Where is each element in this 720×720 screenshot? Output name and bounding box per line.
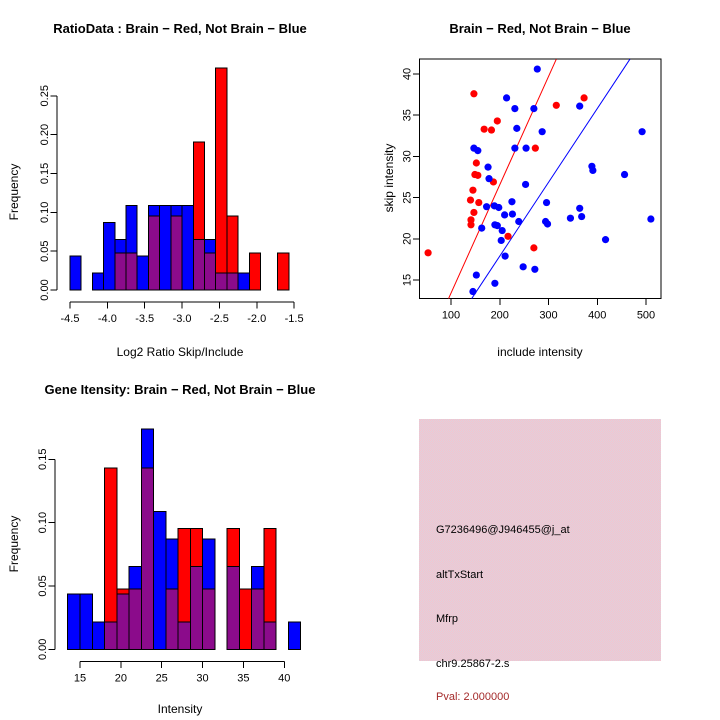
svg-text:-2.0: -2.0	[247, 313, 267, 325]
svg-text:30: 30	[401, 150, 414, 163]
gene-info-box	[419, 419, 661, 703]
svg-text:0.05: 0.05	[37, 575, 49, 597]
svg-text:15: 15	[401, 273, 414, 287]
chromosome-text: chr9.25867-2.s	[436, 658, 510, 670]
gene-histogram-ylabel: Frequency	[7, 515, 21, 573]
svg-text:35: 35	[237, 672, 250, 685]
scatter-points	[424, 65, 654, 295]
svg-text:0.15: 0.15	[39, 162, 51, 185]
svg-text:25: 25	[155, 672, 168, 685]
svg-text:-3.0: -3.0	[172, 313, 192, 325]
scatter-title: Brain − Red, Not Brain − Blue	[449, 21, 631, 36]
svg-text:-4.0: -4.0	[97, 313, 117, 325]
gene-histogram-xlabel: Intensity	[157, 702, 203, 716]
svg-text:0.00: 0.00	[39, 279, 51, 301]
panel-ratio-histogram	[0, 0, 360, 360]
gene-name-text: Mfrp	[436, 613, 458, 625]
svg-text:15: 15	[73, 672, 87, 685]
svg-text:-3.5: -3.5	[135, 313, 155, 325]
svg-text:0.00: 0.00	[37, 638, 49, 661]
panel-info-box	[360, 360, 720, 720]
svg-text:0.10: 0.10	[39, 201, 51, 224]
panel-gene-histogram	[0, 360, 360, 720]
intensity-scatter-plot	[360, 0, 720, 360]
event-type-text: altTxStart	[436, 569, 484, 581]
svg-text:40: 40	[278, 672, 291, 685]
svg-text:-4.5: -4.5	[60, 313, 80, 325]
svg-text:0.05: 0.05	[39, 240, 51, 262]
svg-text:35: 35	[401, 109, 414, 122]
svg-text:20: 20	[114, 672, 127, 685]
svg-text:25: 25	[401, 191, 414, 204]
svg-text:0.25: 0.25	[39, 85, 51, 107]
svg-text:200: 200	[490, 309, 509, 322]
svg-text:-2.5: -2.5	[209, 313, 229, 325]
scatter-xlabel: include intensity	[497, 345, 583, 359]
svg-text:300: 300	[539, 309, 558, 322]
svg-text:30: 30	[196, 672, 209, 685]
svg-text:0.15: 0.15	[37, 448, 49, 470]
ratio-histogram-plot	[0, 0, 360, 360]
gene-histogram-title: Gene Itensity: Brain − Red, Not Brain − Blue	[44, 382, 316, 397]
scatter-ylabel: skip intensity	[382, 143, 396, 213]
gene-histogram-plot	[0, 360, 360, 720]
svg-text:400: 400	[588, 309, 607, 322]
ratio-histogram-ylabel: Frequency	[7, 163, 21, 221]
probe-id-text: G7236496@J946455@j_at	[436, 524, 570, 536]
svg-text:500: 500	[636, 309, 656, 322]
svg-text:40: 40	[401, 67, 414, 81]
svg-text:100: 100	[441, 309, 461, 322]
panel-intensity-scatter	[360, 0, 720, 360]
svg-text:20: 20	[401, 232, 414, 245]
svg-text:0.10: 0.10	[37, 511, 49, 534]
svg-text:0.20: 0.20	[39, 123, 51, 146]
hist-bars	[70, 68, 289, 290]
ratio-histogram-xlabel: Log2 Ratio Skip/Include	[116, 345, 244, 359]
pval-text: Pval: 2.000000	[436, 691, 510, 703]
svg-text:-1.5: -1.5	[284, 313, 304, 325]
ratio-histogram-title: RatioData : Brain − Red, Not Brain − Blue	[53, 21, 307, 36]
hist-bars	[68, 429, 301, 649]
